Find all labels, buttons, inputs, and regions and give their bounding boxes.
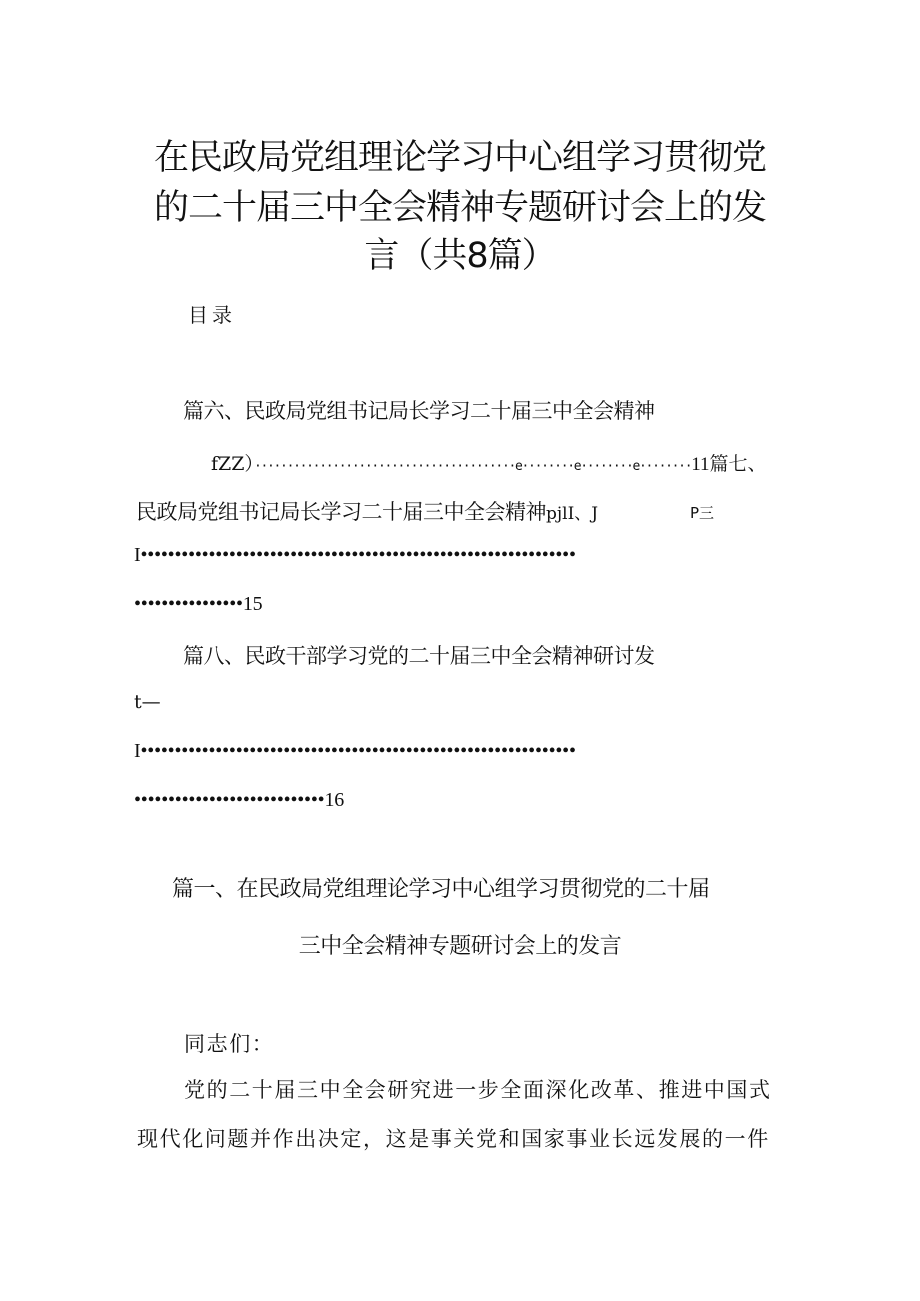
- speech-body-line-1: 党的二十届三中全会研究进一步全面深化改革、推进中国式: [184, 1078, 772, 1102]
- toc-entry-6-page: 11篇七、: [691, 454, 767, 475]
- toc-entry-8-garbled-text: t—: [134, 691, 161, 713]
- toc-entry-7-bullet-leader: I••••••••••••••••••••••••••••••••••••••••••••••••••••••••••••••••: [134, 544, 576, 566]
- toc-entry-6-title: 篇六、民政局党组书记局长学习二十届三中全会精神: [183, 399, 655, 423]
- toc-entry-7-garbled-mark: P三: [690, 504, 715, 522]
- toc-entry-8-bullet-leader: I••••••••••••••••••••••••••••••••••••••••••••••••••••••••••••••••: [134, 740, 576, 762]
- toc-entry-7-page-line: ••••••••••••••••15: [134, 593, 263, 615]
- document-title-line-2: 的二十届三中全会精神专题研讨会上的发: [153, 188, 766, 228]
- document-title-line-3: 言（共8篇）: [364, 236, 556, 276]
- speech-greeting: 同志们：: [184, 1032, 275, 1056]
- toc-entry-6-dot-leader: ········································e········e········e········: [253, 459, 692, 474]
- document-title-line-1: 在民政局党组理论学习中心组学习贯彻党: [153, 138, 766, 178]
- toc-entry-6-leader-line: [211, 449, 767, 476]
- toc-heading: 目录: [188, 303, 236, 327]
- section-title-line-1: 篇一、在民政局党组理论学习中心组学习贯彻党的二十届: [172, 877, 710, 902]
- toc-entry-8-title: 篇八、民政干部学习党的二十届三中全会精神研讨发: [183, 644, 655, 668]
- toc-entry-8-page-line: ••••••••••••••••••••••••••••16: [134, 789, 345, 811]
- toc-entry-7-title: 民政局党组书记局长学习二十届三中全会精神: [136, 500, 546, 524]
- toc-entry-6-suffix: fZZ）: [211, 453, 254, 475]
- section-title-line-2: 三中全会精神专题研讨会上的发言: [298, 934, 622, 959]
- speech-body-line-2: 现代化问题并作出决定，这是事关党和国家事业长远发展的一件: [137, 1127, 770, 1151]
- toc-entry-7-title-line: [136, 496, 598, 526]
- toc-entry-7-garbled-text: pjlI、J: [546, 504, 599, 524]
